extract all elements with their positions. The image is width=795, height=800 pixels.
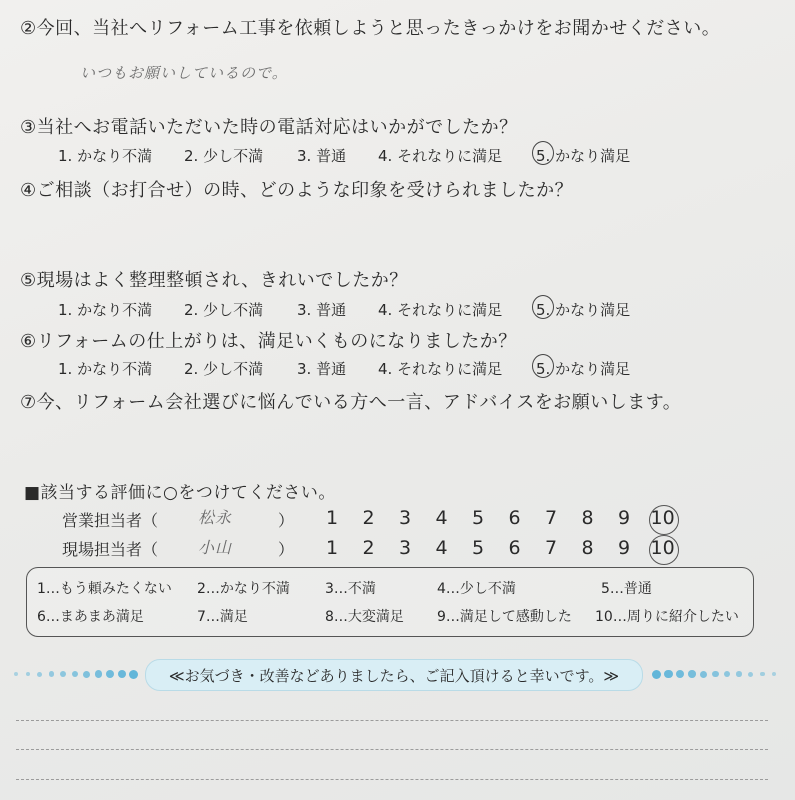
decorative-dot (760, 672, 765, 677)
decorative-dot (652, 670, 661, 679)
legend-item: 3…不満 (325, 581, 376, 597)
rating-title: ■該当する評価に○をつけてください。 (24, 483, 336, 503)
question-6: ⑥リフォームの仕上がりは、満足いくものになりましたか？ (20, 331, 517, 352)
rating-number-9[interactable]: 9 (617, 537, 631, 559)
decorative-dot (724, 671, 730, 677)
decorative-dot (14, 672, 18, 676)
option-2[interactable]: 2. 少し不満 (184, 147, 264, 165)
legend-item: 4…少し不満 (437, 581, 516, 597)
decorative-dot (95, 670, 103, 678)
options-q6 (0, 358, 795, 382)
legend-item: 7…満足 (197, 609, 248, 625)
rating-number-10[interactable]: 10 (650, 507, 675, 529)
option-3[interactable]: 3. 普通 (297, 147, 347, 165)
option-2[interactable]: 2. 少し不満 (184, 301, 264, 319)
rating-number-2[interactable]: 2 (362, 537, 375, 559)
option-3[interactable]: 3. 普通 (297, 360, 347, 378)
option-5-selected[interactable]: 5. かなり満足 (536, 145, 630, 166)
legend-item: 2…かなり不満 (197, 581, 290, 597)
rating-number-3[interactable]: 3 (398, 507, 412, 529)
options-q3 (0, 145, 795, 169)
rating-number-5[interactable]: 5 (471, 507, 485, 529)
handwritten-name: 松永 (198, 508, 233, 527)
decorative-dot (83, 671, 90, 678)
decorative-dot (772, 672, 776, 676)
rating-selection-circle (649, 535, 679, 565)
decorative-dot (700, 671, 707, 678)
comment-banner: ≪お気づき・改善などありましたら、ご記入頂けると幸いです。≫ (145, 659, 643, 691)
rating-number-10[interactable]: 10 (650, 537, 675, 559)
selection-circle (532, 141, 554, 165)
rating-number-6[interactable]: 6 (508, 507, 521, 529)
decorative-dot (26, 672, 31, 677)
legend-item: 8…大変満足 (325, 609, 404, 625)
question-7: ⑦今、リフォーム会社選びに悩んでいる方へ一言、アドバイスをお願いします。 (20, 392, 682, 413)
question-5: ⑤現場はよく整理整頓され、きれいでしたか？ (20, 270, 408, 291)
option-1[interactable]: 1. かなり不満 (58, 301, 153, 319)
selection-circle (532, 354, 554, 378)
rating-number-4[interactable]: 4 (435, 537, 448, 559)
option-1[interactable]: 1. かなり不満 (58, 147, 153, 165)
rating-number-1[interactable]: 1 (325, 537, 339, 559)
rating-number-8[interactable]: 8 (581, 507, 594, 529)
legend-item: 1…もう頼みたくない (37, 581, 172, 597)
rating-number-9[interactable]: 9 (617, 507, 631, 529)
paren-close: ） (278, 511, 295, 530)
rating-selection-circle (649, 505, 679, 535)
legend-item: 5…普通 (601, 581, 652, 597)
decorative-dot (118, 670, 127, 679)
writing-line[interactable] (16, 720, 768, 721)
rating-number-5[interactable]: 5 (471, 537, 485, 559)
option-5-selected[interactable]: 5. かなり満足 (536, 358, 630, 379)
option-5-selected[interactable]: 5. かなり満足 (536, 299, 630, 320)
writing-line[interactable] (16, 749, 768, 750)
handwritten-name: 小山 (198, 538, 233, 557)
writing-line[interactable] (16, 779, 768, 780)
rating-row-label: 現場担当者（ (62, 540, 159, 559)
rating-number-1[interactable]: 1 (325, 507, 339, 529)
legend-item: 9…満足して感動した (437, 609, 572, 625)
rating-number-4[interactable]: 4 (435, 507, 448, 529)
decorative-dot (736, 671, 742, 677)
legend-item: 10…周りに紹介したい (595, 609, 739, 625)
option-2[interactable]: 2. 少し不満 (184, 360, 264, 378)
decorative-dot (676, 670, 684, 678)
decorative-dot (712, 671, 719, 678)
decorative-dot (106, 670, 114, 678)
option-1[interactable]: 1. かなり不満 (58, 360, 153, 378)
option-4[interactable]: 4. それなりに満足 (378, 301, 503, 319)
rating-number-2[interactable]: 2 (362, 507, 375, 529)
decorative-dot (72, 671, 79, 678)
rating-row-label: 営業担当者（ (62, 511, 159, 530)
question-3: ③当社へお電話いただいた時の電話対応はいかがでしたか？ (20, 117, 518, 138)
rating-legend (26, 567, 754, 637)
rating-number-7[interactable]: 7 (544, 537, 558, 559)
decorative-dot (60, 671, 66, 677)
decorative-dot (49, 671, 55, 677)
decorative-dot (748, 672, 753, 677)
decorative-dot (688, 670, 696, 678)
handwritten-answer-q2: いつもお願いしているので。 (80, 64, 288, 82)
rating-number-6[interactable]: 6 (508, 537, 521, 559)
options-q5 (0, 299, 795, 323)
legend-item: 6…まあまあ満足 (37, 609, 144, 625)
decorative-dot (129, 670, 138, 679)
rating-number-3[interactable]: 3 (398, 537, 412, 559)
option-3[interactable]: 3. 普通 (297, 301, 347, 319)
rating-number-8[interactable]: 8 (581, 537, 594, 559)
paren-close: ） (278, 540, 295, 559)
option-4[interactable]: 4. それなりに満足 (378, 360, 503, 378)
decorative-dot (37, 672, 42, 677)
question-2: ②今回、当社へリフォーム工事を依頼しようと思ったきっかけをお聞かせください。 (20, 18, 721, 39)
question-4: ④ご相談（お打合せ）の時、どのような印象を受けられましたか？ (20, 180, 574, 201)
selection-circle (532, 295, 554, 319)
rating-number-7[interactable]: 7 (544, 507, 558, 529)
option-4[interactable]: 4. それなりに満足 (378, 147, 503, 165)
decorative-dot (664, 670, 673, 679)
